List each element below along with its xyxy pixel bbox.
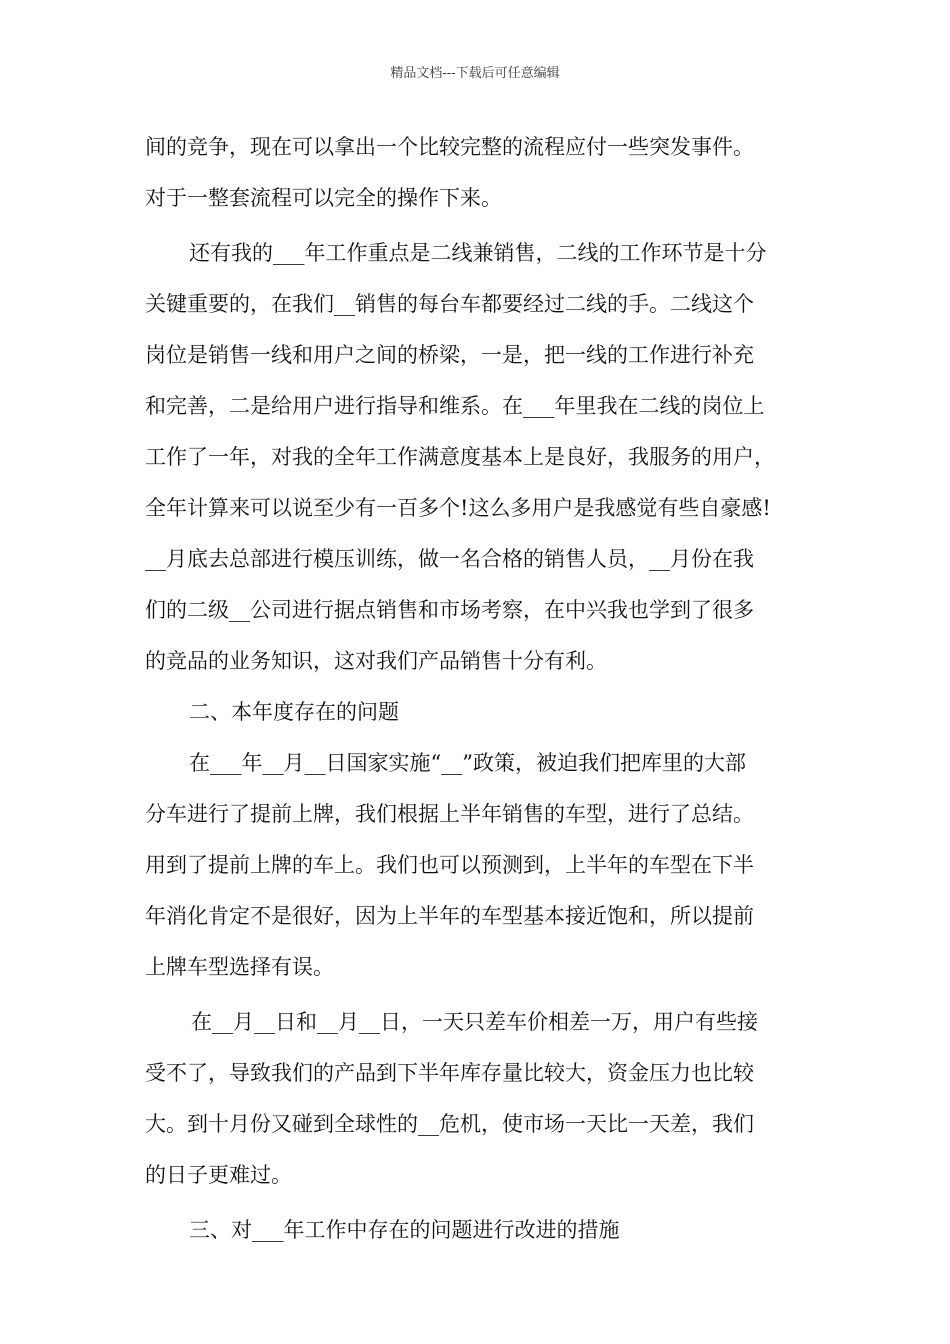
text-line: 受不了，导致我们的产品到下半年库存量比较大，资金压力也比较 bbox=[145, 1061, 754, 1085]
text-line: __月底去总部进行模压训练，做一名合格的销售人员，__月份在我 bbox=[145, 547, 754, 571]
paragraph-start-line: 在__月__日和__月__日，一天只差车价相差一万，用户有些接 bbox=[191, 1010, 758, 1034]
page-header: 精品文档---下载后可任意编辑 bbox=[390, 66, 560, 81]
text-line: 们的二级__公司进行据点销售和市场考察，在中兴我也学到了很多 bbox=[145, 598, 754, 622]
text-line: 大。到十月份又碰到全球性的__危机，使市场一天比一天差，我们 bbox=[145, 1112, 754, 1136]
text-line: 上牌车型选择有误。 bbox=[145, 955, 334, 979]
document-body bbox=[145, 122, 817, 1256]
text-line: 岗位是销售一线和用户之间的桥梁，一是，把一线的工作进行补充 bbox=[145, 343, 754, 367]
paragraph-start-line: 在___年__月__日国家实施“__”政策，被迫我们把库里的大部 bbox=[189, 751, 746, 775]
text-line: 和完善，二是给用户进行指导和维系。在___年里我在二线的岗位上 bbox=[145, 394, 765, 418]
text-line: 对于一整套流程可以完全的操作下来。 bbox=[145, 186, 502, 210]
text-line: 分车进行了提前上牌，我们根据上半年销售的车型，进行了总结。 bbox=[145, 802, 754, 826]
text-line: 全年计算来可以说至少有一百多个!这么多用户是我感觉有些自豪感! bbox=[145, 496, 771, 520]
section-heading: 三、对___年工作中存在的问题进行改进的措施 bbox=[189, 1218, 620, 1242]
section-heading: 二、本年度存在的问题 bbox=[189, 700, 399, 724]
text-line: 关键重要的，在我们__销售的每台车都要经过二线的手。二线这个 bbox=[145, 292, 754, 316]
text-line: 的竞品的业务知识，这对我们产品销售十分有利。 bbox=[145, 649, 607, 673]
text-line: 间的竞争，现在可以拿出一个比较完整的流程应付一些突发事件。 bbox=[145, 135, 754, 159]
text-line: 年消化肯定不是很好，因为上半年的车型基本接近饱和，所以提前 bbox=[145, 904, 754, 928]
text-line: 的日子更难过。 bbox=[145, 1163, 292, 1187]
text-line: 用到了提前上牌的车上。我们也可以预测到，上半年的车型在下半 bbox=[145, 853, 754, 877]
text-line: 工作了一年，对我的全年工作满意度基本上是良好，我服务的用户， bbox=[145, 445, 775, 469]
paragraph-start-line: 还有我的___年工作重点是二线兼销售，二线的工作环节是十分 bbox=[189, 241, 767, 265]
